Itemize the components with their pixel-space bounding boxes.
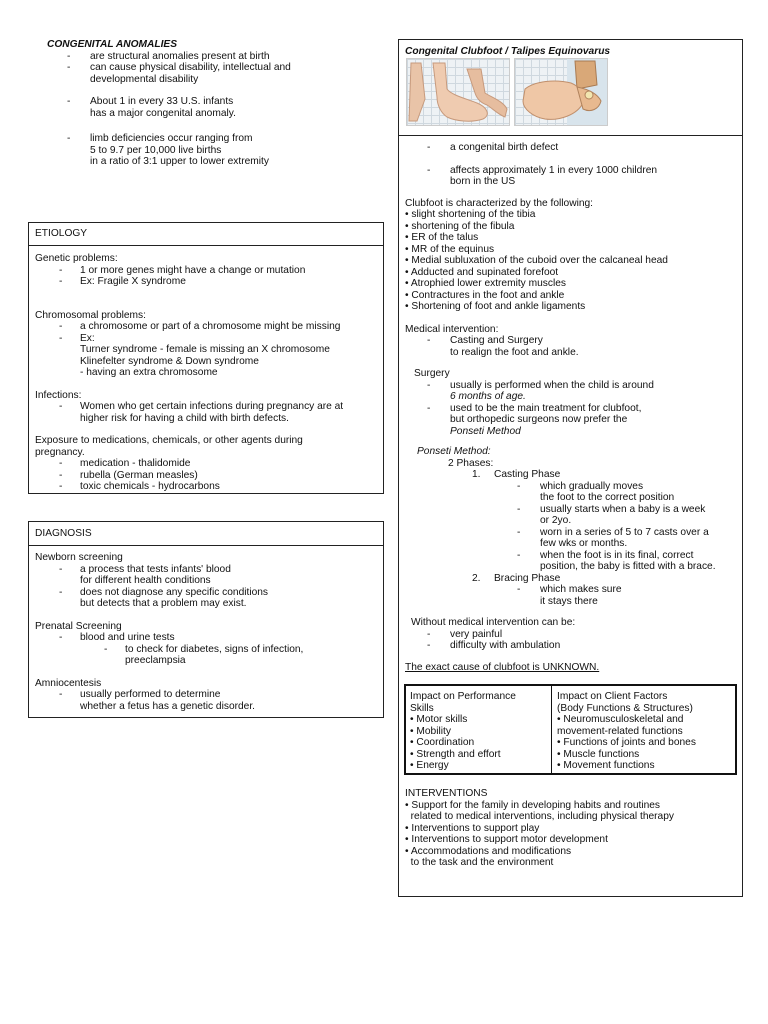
list-item-cont: to realign the foot and ankle.: [450, 346, 579, 358]
list-item: - to check for diabetes, signs of infection,: [104, 643, 304, 655]
clubfoot-title: Congenital Clubfoot / Talipes Equinovarus: [405, 46, 611, 57]
list-item: • Adducted and supinated forefoot: [405, 266, 559, 278]
etiology-header-bar: [29, 223, 383, 246]
cause-statement: The exact cause of clubfoot is UNKNOWN.: [405, 661, 600, 673]
list-item: • Support for the family in developing habits and routines: [405, 799, 661, 811]
list-item-cont: for different health conditions: [80, 575, 211, 586]
list-item: - a congenital birth defect: [427, 142, 559, 153]
list-item-cont: higher risk for having a child with birth defects.: [80, 412, 289, 424]
list-item-cont: in a ratio of 3:1 upper to lower extremity: [90, 156, 269, 167]
list-item: - Women who get certain infections during pregnancy are at: [59, 401, 344, 412]
impact-performance-head-cont: Skills: [410, 702, 434, 714]
list-item: • Functions of joints and bones: [557, 737, 696, 748]
list-item: • Strength and effort: [410, 748, 501, 760]
list-item-cont: it stays there: [540, 595, 598, 607]
list-item: - usually starts when a baby is a week: [517, 503, 706, 515]
list-item: • Muscle functions: [557, 748, 640, 760]
list-item: • MR of the equinus: [405, 243, 495, 255]
ponseti-heading: Ponseti Method:: [417, 446, 491, 457]
interventions-title: INTERVENTIONS: [405, 788, 488, 799]
genetic-heading: Genetic problems:: [35, 253, 118, 264]
surgery-heading: Surgery: [414, 368, 450, 379]
list-item-cont: to the task and the environment: [405, 857, 554, 868]
list-item: • Neuromusculoskeletal and: [557, 714, 684, 725]
list-item: - a chromosome or part of a chromosome might be missing: [59, 321, 341, 332]
list-item: - a process that tests infants' blood: [59, 563, 231, 575]
foot-illustration-right-icon: [515, 59, 608, 126]
amnio-heading: Amniocentesis: [35, 677, 102, 689]
impact-table: [404, 684, 737, 775]
impact-divider: [551, 686, 552, 773]
list-item-cont: Klinefelter syndrome & Down syndrome: [80, 355, 259, 367]
list-item: - affects approximately 1 in every 1000 children: [427, 164, 658, 176]
list-item: - used to be the main treatment for clubfoot,: [427, 402, 642, 414]
list-item-cont: or 2yo.: [540, 515, 572, 526]
list-item: • Atrophied lower extremity muscles: [405, 278, 566, 289]
diagnosis-header: DIAGNOSIS: [35, 528, 92, 539]
list-item: - usually is performed when the child is around: [427, 379, 654, 391]
phase-item: 2. Bracing Phase: [472, 572, 561, 584]
medical-intervention-heading: Medical intervention:: [405, 323, 499, 335]
impact-client-head-cont: (Body Functions & Structures): [557, 702, 693, 714]
list-item: - About 1 in every 33 U.S. infants: [67, 96, 234, 107]
chromosomal-heading: Chromosomal problems:: [35, 309, 146, 321]
phase-item: 1. Casting Phase: [472, 469, 561, 480]
list-item: - toxic chemicals - hydrocarbons: [59, 481, 220, 492]
list-item-cont: Ponseti Method: [450, 425, 521, 437]
list-item: - which makes sure: [517, 584, 622, 595]
infections-heading: Infections:: [35, 389, 82, 401]
list-item: movement-related functions: [557, 725, 683, 737]
diagnosis-header-bar: [29, 522, 383, 546]
list-item: - are structural anomalies present at birth: [67, 50, 270, 62]
list-item: - does not diagnose any specific conditions: [59, 586, 269, 598]
list-item: - Casting and Surgery: [427, 335, 543, 346]
list-item: - limb deficiencies occur ranging from: [67, 133, 253, 144]
congenital-title: CONGENITAL ANOMALIES: [47, 39, 177, 50]
list-item-cont: 6 months of age.: [450, 391, 526, 402]
list-item: - medication - thalidomide: [59, 458, 191, 469]
list-item-cont: but detects that a problem may exist.: [80, 598, 247, 609]
list-item-cont: has a major congenital anomaly.: [90, 107, 236, 119]
list-item: - Ex: Fragile X syndrome: [59, 276, 186, 287]
list-item-cont: preeclampsia: [125, 655, 186, 666]
list-item: • Medial subluxation of the cuboid over the calcaneal head: [405, 255, 668, 266]
list-item-cont: developmental disability: [90, 73, 199, 85]
list-item: • Coordination: [410, 737, 475, 748]
list-item-cont: Turner syndrome - female is missing an X chromosome: [80, 344, 330, 355]
list-item-cont: position, the baby is fitted with a brace.: [540, 561, 716, 572]
list-item-cont: 5 to 9.7 per 10,000 live births: [90, 144, 222, 156]
list-item: - when the foot is in its final, correct: [517, 549, 694, 561]
list-item: - worn in a series of 5 to 7 casts over a: [517, 526, 709, 538]
characteristics-heading: Clubfoot is characterized by the following:: [405, 197, 594, 209]
congenital-section: [47, 39, 377, 168]
list-item-cont: but orthopedic surgeons now prefer the: [450, 414, 628, 425]
list-item: - rubella (German measles): [59, 469, 198, 481]
list-item: • Movement functions: [557, 760, 655, 771]
etiology-box: [28, 222, 384, 494]
list-item: - very painful: [427, 628, 503, 640]
interventions-section: [405, 788, 740, 869]
list-item: • Interventions to support play: [405, 822, 540, 834]
without-heading: Without medical intervention can be:: [411, 617, 576, 628]
clubfoot-photo-right: [514, 58, 608, 126]
impact-performance-head: Impact on Performance: [410, 691, 516, 702]
clubfoot-content: [405, 142, 740, 673]
phases-heading: 2 Phases:: [448, 457, 494, 469]
list-item-cont: the foot to the correct position: [540, 492, 675, 503]
list-item: - can cause physical disability, intellectual and: [67, 62, 291, 73]
list-item-cont: few wks or months.: [540, 538, 628, 549]
exposure-heading-cont: pregnancy.: [35, 446, 85, 458]
list-item: • shortening of the fibula: [405, 220, 515, 232]
list-item-cont: whether a fetus has a genetic disorder.: [80, 700, 255, 712]
list-item-cont: related to medical interventions, including physical therapy: [405, 811, 674, 822]
list-item: - usually performed to determine: [59, 689, 221, 700]
list-item: - blood and urine tests: [59, 632, 175, 643]
prenatal-heading: Prenatal Screening: [35, 620, 122, 632]
foot-illustration-left-icon: [407, 59, 510, 126]
list-item: - which gradually moves: [517, 480, 644, 492]
exposure-heading: Exposure to medications, chemicals, or other agents during: [35, 435, 303, 446]
impact-client-head: Impact on Client Factors: [557, 691, 668, 702]
list-item: • Accommodations and modifications: [405, 845, 572, 857]
diagnosis-box: [28, 521, 384, 718]
list-item: - 1 or more genes might have a change or mutation: [59, 264, 306, 276]
etiology-header: ETIOLOGY: [35, 228, 88, 239]
list-item: • ER of the talus: [405, 232, 479, 243]
list-item: • Energy: [410, 760, 449, 771]
list-item-cont: - having an extra chromosome: [80, 367, 218, 378]
list-item: • Contractures in the foot and ankle: [405, 289, 565, 301]
list-item-cont: born in the US: [450, 176, 516, 187]
list-item: • Interventions to support motor development: [405, 834, 608, 845]
newborn-heading: Newborn screening: [35, 552, 123, 563]
list-item: • Mobility: [410, 725, 451, 737]
list-item: • Shortening of foot and ankle ligaments: [405, 301, 586, 312]
list-item: • slight shortening of the tibia: [405, 209, 536, 220]
impact-client-col: [557, 691, 735, 772]
clubfoot-photo-left: [406, 58, 510, 126]
list-item: - Ex:: [59, 332, 95, 344]
list-item: • Motor skills: [410, 714, 468, 725]
list-item: - difficulty with ambulation: [427, 640, 561, 651]
impact-performance-col: [410, 691, 550, 772]
